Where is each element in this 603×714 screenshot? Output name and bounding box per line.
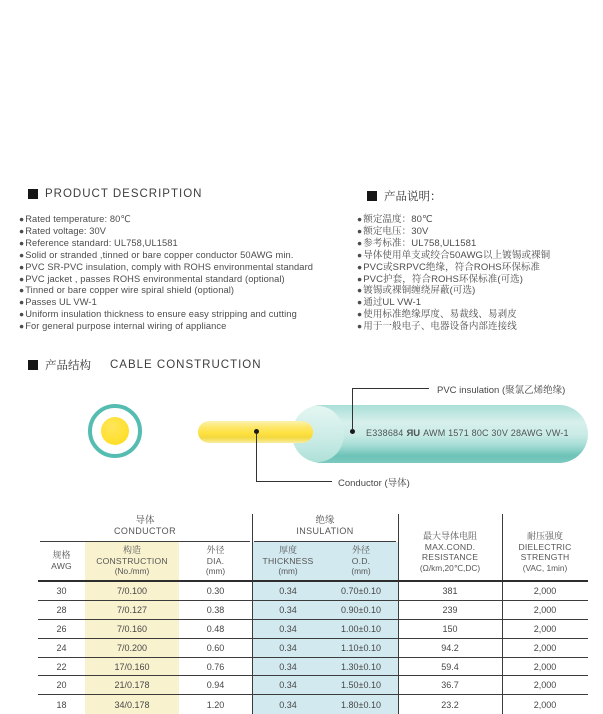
col-header-construction: 构造 CONSTRUCTION (No./mm) bbox=[96, 545, 168, 576]
table-cell: 23.2 bbox=[441, 699, 459, 710]
list-item bbox=[357, 226, 550, 238]
bullet-icon: ● bbox=[19, 321, 25, 332]
product-description-list-zh bbox=[357, 214, 550, 333]
conductor-group-header: 导体 CONDUCTOR bbox=[114, 515, 176, 536]
list-item-text: Passes UL VW-1 bbox=[25, 297, 97, 308]
table-cell: 1.00±0.10 bbox=[324, 620, 398, 639]
table-cell: 239 bbox=[398, 601, 502, 620]
list-item-text: 通过UL VW-1 bbox=[363, 297, 422, 309]
table-cell: 381 bbox=[398, 582, 502, 601]
cable-print-text bbox=[366, 428, 569, 439]
table-cell: 1.50±0.10 bbox=[324, 676, 398, 695]
table-cell: 0.34 bbox=[279, 699, 297, 710]
conductor-cross-section bbox=[101, 417, 129, 445]
bullet-icon: ● bbox=[19, 297, 25, 308]
list-item bbox=[19, 262, 313, 274]
table-cell: 2,000 bbox=[502, 658, 588, 677]
list-item bbox=[19, 250, 313, 262]
table-cell: 17/0.160 bbox=[85, 658, 179, 677]
list-item-text: PVC SR-PVC insulation, comply with ROHS environmental standard bbox=[25, 261, 314, 272]
table-cell: 0.48 bbox=[179, 620, 252, 639]
table-cell: 0.34 bbox=[252, 676, 324, 695]
table-cell: 1.10±0.10 bbox=[324, 639, 398, 658]
list-item-text: 额定电压：30V bbox=[363, 225, 429, 237]
list-item-text: 镀锡或裸铜缠绕屏蔽(可选) bbox=[363, 285, 476, 297]
table-cell: 0.34 bbox=[252, 582, 324, 601]
list-item bbox=[19, 214, 313, 226]
table-cell: 0.34 bbox=[252, 639, 324, 658]
list-item bbox=[357, 214, 550, 226]
bullet-icon: ● bbox=[357, 249, 363, 260]
table-cell: 0.38 bbox=[179, 601, 252, 620]
table-cell: 59.4 bbox=[398, 658, 502, 677]
cable-print-rating: AWM 1571 80C 30V 28AWG VW-1 bbox=[423, 428, 569, 438]
table-cell: 94.2 bbox=[398, 639, 502, 658]
list-item-text: Uniform insulation thickness to ensure easy stripping and cutting bbox=[25, 309, 297, 320]
table-cell: 0.70±0.10 bbox=[324, 582, 398, 601]
table-cell: 30 bbox=[38, 582, 85, 601]
list-item bbox=[19, 238, 313, 250]
list-item-text: PVC或SRPVC绝缘，符合ROHS环保标准 bbox=[363, 261, 541, 273]
list-item bbox=[357, 321, 550, 333]
section-marker-icon bbox=[28, 189, 38, 199]
list-item bbox=[19, 274, 313, 286]
list-item-text: PVC护套，符合ROHS环保标准(可选) bbox=[363, 273, 524, 285]
table-cell: 1.80±0.10 bbox=[341, 699, 381, 710]
table-body bbox=[38, 582, 588, 714]
table-cell: 26 bbox=[38, 620, 85, 639]
table-cell: 0.76 bbox=[179, 658, 252, 677]
list-item bbox=[357, 262, 550, 274]
group-header-underline bbox=[40, 541, 250, 542]
bullet-icon: ● bbox=[19, 214, 25, 224]
bullet-icon: ● bbox=[19, 225, 25, 236]
section-marker-icon bbox=[367, 191, 377, 201]
table-cell: 1.30±0.10 bbox=[324, 658, 398, 677]
col-header-thickness: 厚度 THICKNESS (mm) bbox=[262, 545, 314, 576]
list-item bbox=[357, 297, 550, 309]
table-cell: 0.30 bbox=[179, 582, 252, 601]
list-item bbox=[19, 321, 313, 333]
table-cell: 7/0.160 bbox=[85, 620, 179, 639]
table-cell: 7/0.127 bbox=[85, 601, 179, 620]
list-item-text: Rated voltage: 30V bbox=[25, 225, 107, 236]
list-item-text: 使用标准绝缘厚度、易裁线、易剥皮 bbox=[363, 309, 517, 321]
pvc-callout-line bbox=[352, 388, 353, 430]
product-description-list-en bbox=[19, 214, 313, 333]
conductor-callout-line bbox=[256, 434, 257, 481]
list-item bbox=[19, 226, 313, 238]
table-cell: 2,000 bbox=[502, 639, 588, 658]
bullet-icon: ● bbox=[357, 321, 363, 332]
table-cell: 7/0.200 bbox=[85, 639, 179, 658]
table-cell: 36.7 bbox=[398, 676, 502, 695]
bullet-icon: ● bbox=[357, 261, 363, 272]
table-cell: 24 bbox=[38, 639, 85, 658]
list-item bbox=[357, 274, 550, 286]
bullet-icon: ● bbox=[19, 237, 25, 248]
list-item bbox=[19, 297, 313, 309]
table-cell: 0.94 bbox=[179, 676, 252, 695]
list-item-text: PVC jacket , passes ROHS environmental standard (optional) bbox=[25, 273, 285, 284]
cable-cross-section bbox=[88, 404, 142, 458]
table-cell: 0.34 bbox=[252, 620, 324, 639]
cable-print-cert-number: E338684 bbox=[366, 428, 404, 438]
conductor-label: Conductor (导体) bbox=[338, 478, 410, 489]
pvc-callout-line bbox=[352, 388, 429, 389]
list-item-text: Rated temperature: 80℃ bbox=[25, 214, 131, 224]
list-item bbox=[357, 309, 550, 321]
table-cell: 2,000 bbox=[502, 582, 588, 601]
section-marker-icon bbox=[28, 360, 38, 370]
bullet-icon: ● bbox=[19, 285, 25, 296]
table-cell: 7/0.100 bbox=[85, 582, 179, 601]
table-cell: 34/0.178 bbox=[114, 699, 150, 710]
bullet-icon: ● bbox=[357, 285, 363, 296]
bullet-icon: ● bbox=[357, 297, 363, 308]
table-cell: 18 bbox=[56, 699, 67, 710]
bullet-icon: ● bbox=[357, 273, 363, 284]
table-cell: 0.34 bbox=[252, 658, 324, 677]
table-cell: 2,000 bbox=[533, 699, 557, 710]
product-notes-section-heading bbox=[367, 188, 442, 204]
cable-construction-heading-en: CABLE CONSTRUCTION bbox=[110, 359, 262, 371]
bullet-icon: ● bbox=[357, 309, 363, 320]
table-cell: 22 bbox=[38, 658, 85, 677]
col-header-dielectric: 耐压强度 DIELECTRIC STRENGTH (VAC, 1min) bbox=[518, 531, 572, 573]
table-cell: 2,000 bbox=[502, 601, 588, 620]
cable-construction-heading-zh: 产品结构 bbox=[45, 360, 91, 372]
list-item-text: Reference standard: UL758,UL1581 bbox=[25, 237, 178, 248]
ul-recognized-icon: ЯU bbox=[406, 428, 421, 439]
list-item-text: 额定温度：80℃ bbox=[363, 214, 433, 225]
list-item-text: 导体使用单支或绞合50AWG以上镀锡或裸铜 bbox=[363, 249, 551, 261]
insulation-group-header: 绝缘 INSULATION bbox=[296, 515, 354, 536]
cable-construction-section-heading bbox=[28, 357, 262, 373]
list-item bbox=[357, 250, 550, 262]
table-cell: 1.20 bbox=[206, 699, 225, 710]
list-item-text: 参考标准：UL758,UL1581 bbox=[363, 237, 477, 249]
table-cell: 2,000 bbox=[502, 620, 588, 639]
col-header-resistance: 最大导体电阻 MAX.COND. RESISTANCE (Ω/km,20℃,DC) bbox=[419, 531, 481, 573]
col-header-dia: 外径 DIA. (mm) bbox=[205, 545, 226, 576]
table-cell: 20 bbox=[38, 676, 85, 695]
col-header-awg: 规格 AWG bbox=[51, 550, 72, 571]
bullet-icon: ● bbox=[357, 214, 363, 224]
list-item-text: Tinned or bare copper wire spiral shield (optional) bbox=[25, 285, 235, 296]
product-notes-heading: 产品说明： bbox=[384, 191, 442, 203]
col-header-od: 外径 O.D. (mm) bbox=[351, 545, 371, 576]
bullet-icon: ● bbox=[19, 273, 25, 284]
list-item bbox=[19, 285, 313, 297]
list-item bbox=[19, 309, 313, 321]
list-item-text: 用于一般电子、电器设备内部连接线 bbox=[363, 321, 517, 333]
bullet-icon: ● bbox=[19, 249, 25, 260]
conductor-callout-line bbox=[256, 481, 332, 482]
table-cell: 21/0.178 bbox=[85, 676, 179, 695]
table-cell: 2,000 bbox=[502, 676, 588, 695]
table-cell: 0.34 bbox=[252, 601, 324, 620]
bullet-icon: ● bbox=[357, 237, 363, 248]
spec-table bbox=[38, 508, 588, 714]
bullet-icon: ● bbox=[19, 309, 25, 320]
bullet-icon: ● bbox=[19, 261, 25, 272]
group-header-underline bbox=[254, 541, 396, 542]
product-description-section-heading bbox=[28, 188, 202, 200]
table-cell: 0.60 bbox=[179, 639, 252, 658]
product-description-heading: PRODUCT DESCRIPTION bbox=[45, 188, 203, 200]
table-cell: 150 bbox=[398, 620, 502, 639]
table-cell: 28 bbox=[38, 601, 85, 620]
list-item-text: Solid or stranded ,tinned or bare copper conductor 50AWG min. bbox=[25, 249, 294, 260]
list-item bbox=[357, 285, 550, 297]
list-item bbox=[357, 238, 550, 250]
list-item-text: For general purpose internal wiring of appliance bbox=[25, 321, 227, 332]
table-cell: 0.90±0.10 bbox=[324, 601, 398, 620]
bullet-icon: ● bbox=[357, 225, 363, 236]
pvc-insulation-label: PVC insulation (聚氯乙烯绝缘) bbox=[437, 385, 566, 396]
